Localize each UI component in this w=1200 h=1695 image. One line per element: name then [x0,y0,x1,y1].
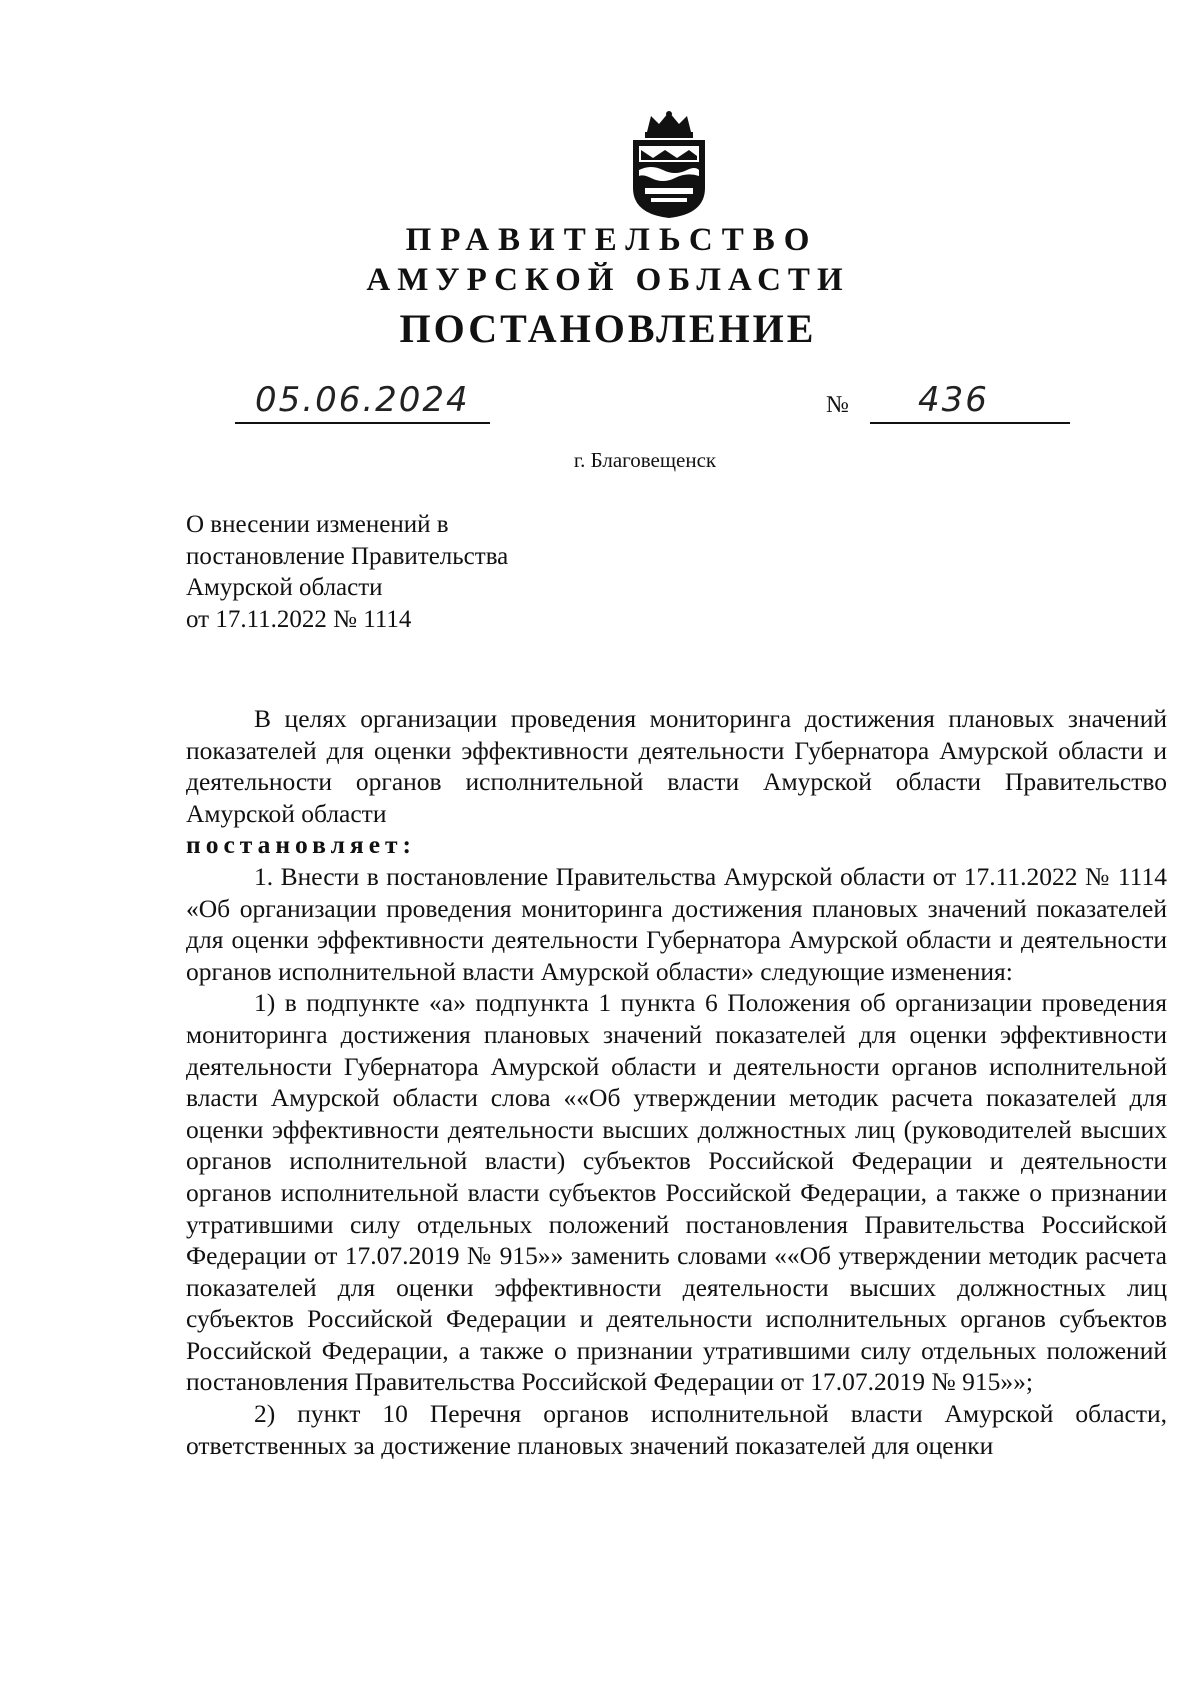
subject-line: О внесении изменений в [186,511,449,538]
item-1-paragraph: 1. Внести в постановление Правительства Амурской области от 17.11.2022 № 1114 «Об организации проведения мониторинга достижения плановых значений показателей для оценки эффективности деятельности Губернатора Амурской области и деятельности органов исполнительной власти Амурской области» следующие изменения: [186,861,1167,986]
document-number: 436 [918,380,989,420]
number-field [870,378,1070,424]
subject-line: от 17.11.2022 № 1114 [186,605,412,633]
subject-line: постановление Правительства [186,542,509,570]
resolves-heading: постановляет: [186,830,417,860]
number-sign: № [826,392,849,418]
city-name: г. Благовещенск [573,448,717,472]
document-date: 05.06.2024 [255,380,470,420]
date-field [235,378,490,424]
item-1-2-paragraph: 2) пункт 10 Перечня органов исполнительной власти Амурской области, ответственных за достижение плановых значений показателей для оценки [186,1399,1167,1460]
document-body [186,703,1167,1461]
preamble-paragraph: В целях организации проведения мониторинга достижения плановых значений показателей для оценки эффективности деятельности Губернатора Амурской области и деятельности органов исполнительной власти Амурской области Правительство Амурской области [186,704,1167,828]
document-type-title: ПОСТАНОВЛЕНИЕ [399,306,817,351]
document-subject [186,509,606,635]
subject-line: Амурской области [186,574,383,601]
organization-name-line2: АМУРСКОЙ ОБЛАСТИ [366,262,850,298]
item-1-1-paragraph: 1) в подпункте «а» подпункта 1 пункта 6 Положения об организации проведения мониторинга достижения плановых значений показателей для оценки эффективности деятельности Губернатора Амурской области и деятельности органов исполнительной власти Амурской области слова ««Об утверждении методик расчета показателей для оценки эффективности деятельности высших должностных лиц (руководителей высших органов исполнительной власти) субъектов Российской Федерации и деятельности органов исполнительной власти субъектов Российской Федерации, а также о признании утратившими силу отдельных положений постановления Правительства Российской Федерации от 17.07.2019 № 915»» заменить словами ««Об утверждении методик расчета показателей для оценки эффективности деятельности высших должностных лиц субъектов Российской Федерации и деятельности исполнительных органов субъектов Российской Федерации, а также о признании утратившими силу отдельных положений постановления Правительства Российской Федерации от 17.07.2019 № 915»»; [186,988,1167,1397]
organization-name-line1: ПРАВИТЕЛЬСТВО [405,222,819,258]
coat-of-arms-icon [627,110,711,220]
